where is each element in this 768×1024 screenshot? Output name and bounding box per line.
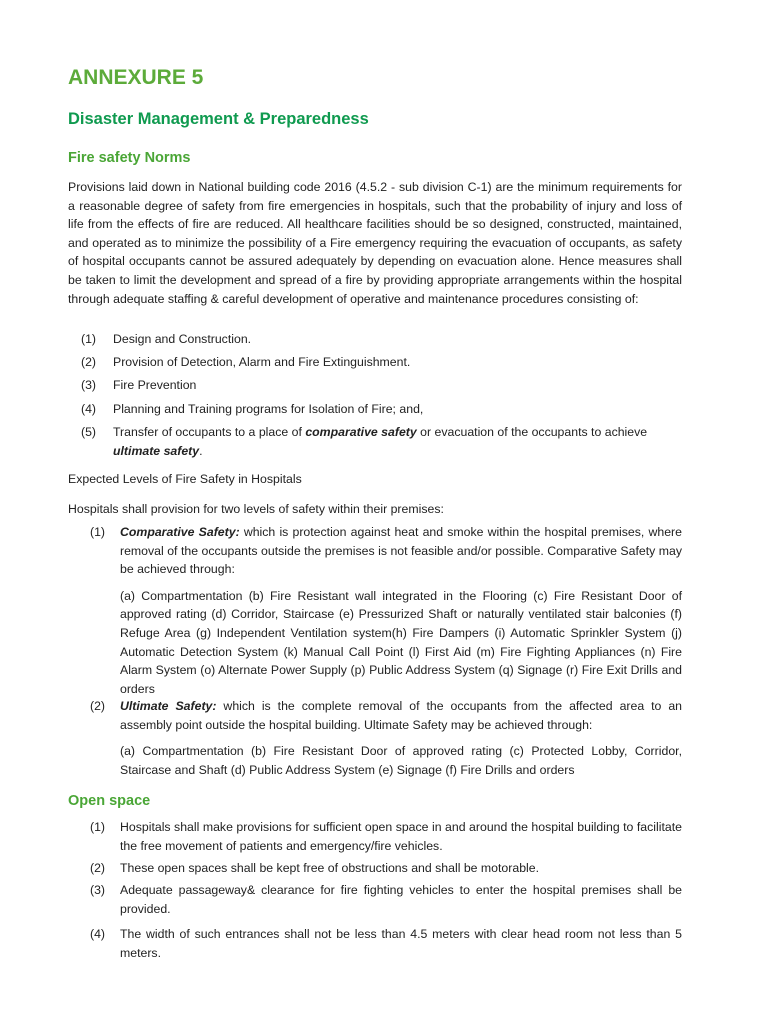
open-space-number: (1) bbox=[90, 820, 106, 834]
procedure-text: Fire Prevention bbox=[113, 378, 197, 392]
comparative-safety-emphasis: comparative safety bbox=[305, 425, 417, 439]
open-space-number: (3) bbox=[90, 883, 106, 897]
open-space-number: (4) bbox=[90, 927, 106, 941]
open-space-text: These open spaces shall be kept free of obstructions and shall be motorable. bbox=[120, 861, 540, 875]
procedure-text: Planning and Training programs for Isolation of Fire; and, bbox=[113, 402, 424, 416]
open-space-item bbox=[68, 818, 682, 855]
procedure-number: (5) bbox=[81, 425, 97, 439]
safety-level-desc bbox=[120, 523, 682, 579]
two-levels-intro: Hospitals shall provision for two levels of safety within their premises: bbox=[68, 502, 444, 516]
fire-safety-heading: Fire safety Norms bbox=[68, 150, 191, 166]
procedure-number: (4) bbox=[81, 402, 97, 416]
procedure-text: Provision of Detection, Alarm and Fire Extinguishment. bbox=[113, 355, 411, 369]
procedure-item bbox=[68, 353, 682, 372]
procedure-text-part: or evacuation of the occupants to achieve bbox=[416, 425, 648, 439]
open-space-text: The width of such entrances shall not be less than 4.5 meters with clear head room not less than 5 meters. bbox=[120, 927, 682, 960]
procedure-item bbox=[68, 330, 682, 349]
safety-level-item bbox=[68, 697, 682, 779]
safety-level-desc bbox=[120, 697, 682, 734]
open-space-number: (2) bbox=[90, 861, 106, 875]
procedure-text bbox=[113, 423, 682, 460]
safety-level-number: (2) bbox=[90, 699, 106, 713]
procedure-item bbox=[68, 376, 682, 395]
open-space-item bbox=[68, 859, 682, 878]
safety-level-term: Ultimate Safety: bbox=[120, 699, 217, 713]
procedure-number: (1) bbox=[81, 332, 97, 346]
safety-level-desc-text: which is protection against heat and smoke within the hospital premises, where removal of the occupants outside the premises is not feasible and/or possible. Comparative Safety may be achieved through: bbox=[120, 525, 682, 577]
open-space-text: Hospitals shall make provisions for sufficient open space in and around the hospital building to facilitate the free movement of patients and emergency/fire vehicles. bbox=[120, 820, 682, 853]
open-space-heading: Open space bbox=[68, 793, 151, 809]
annexure-title: ANNEXURE 5 bbox=[68, 66, 204, 89]
open-space-item bbox=[68, 925, 682, 962]
procedure-text-part: . bbox=[199, 443, 203, 458]
open-space-item bbox=[68, 881, 682, 918]
procedure-number: (3) bbox=[81, 378, 97, 392]
safety-level-term: Comparative Safety: bbox=[120, 525, 240, 539]
expected-levels-label: Expected Levels of Fire Safety in Hospitals bbox=[68, 472, 302, 486]
open-space-text: Adequate passageway& clearance for fire fighting vehicles to enter the hospital premises shall be provided. bbox=[120, 883, 682, 916]
procedure-number: (2) bbox=[81, 355, 97, 369]
safety-level-desc-text: which is the complete removal of the occupants from the affected area to an assembly point outside the hospital building. Ultimate Safety may be achieved through: bbox=[120, 699, 683, 732]
procedure-item bbox=[68, 423, 682, 460]
ultimate-safety-emphasis: ultimate safety bbox=[113, 443, 200, 458]
procedure-text-part: Transfer of occupants to a place of bbox=[113, 425, 306, 439]
safety-level-number: (1) bbox=[90, 525, 106, 539]
fire-safety-intro: Provisions laid down in National building code 2016 (4.5.2 - sub division C-1) are the minimum requirements for a reasonable degree of safety from fire emergencies in hospitals, such that the probability of injury and loss of life from the effects of fire are reduced. All healthcare facilities should be so designed, constructed, maintained, and operated as to minimize the possibility of a Fire emergency requiring the evacuation of occupants, as safety of hospital occupants cannot be assured adequately by depending on evacuation alone. Hence measures shall be taken to limit the development and spread of a fire by providing appropriate arrangements within the hospital through adequate staffing & careful development of operative and maintenance procedures consisting of: bbox=[68, 180, 682, 306]
safety-measures-list: (a) Compartmentation (b) Fire Resistant Door of approved rating (c) Protected Lobby, Corridor, Staircase and Shaft (d) Public Address System (e) Signage (f) Fire Drills and orders bbox=[120, 744, 682, 777]
procedure-item bbox=[68, 400, 682, 419]
section-title: Disaster Management & Preparedness bbox=[68, 110, 369, 128]
safety-measures-list: (a) Compartmentation (b) Fire Resistant wall integrated in the Flooring (c) Fire Resistant Door of approved rating (d) Corridor, Staircase (e) Pressurized Shaft or naturally ventilated stair balconies (f) Refuge Area (g) Independent Ventilation system(h) Fire Dampers (i) Automatic Sprinkler System (j) Automatic Detection System (k) Manual Call Point (l) First Aid (m) Fire Fighting Appliances (n) Fire Alarm System (o) Alternate Power Supply (p) Public Address System (q) Signage (r) Fire Exit Drills and orders bbox=[120, 588, 682, 696]
procedure-text: Design and Construction. bbox=[113, 332, 252, 346]
safety-level-item bbox=[68, 523, 682, 698]
